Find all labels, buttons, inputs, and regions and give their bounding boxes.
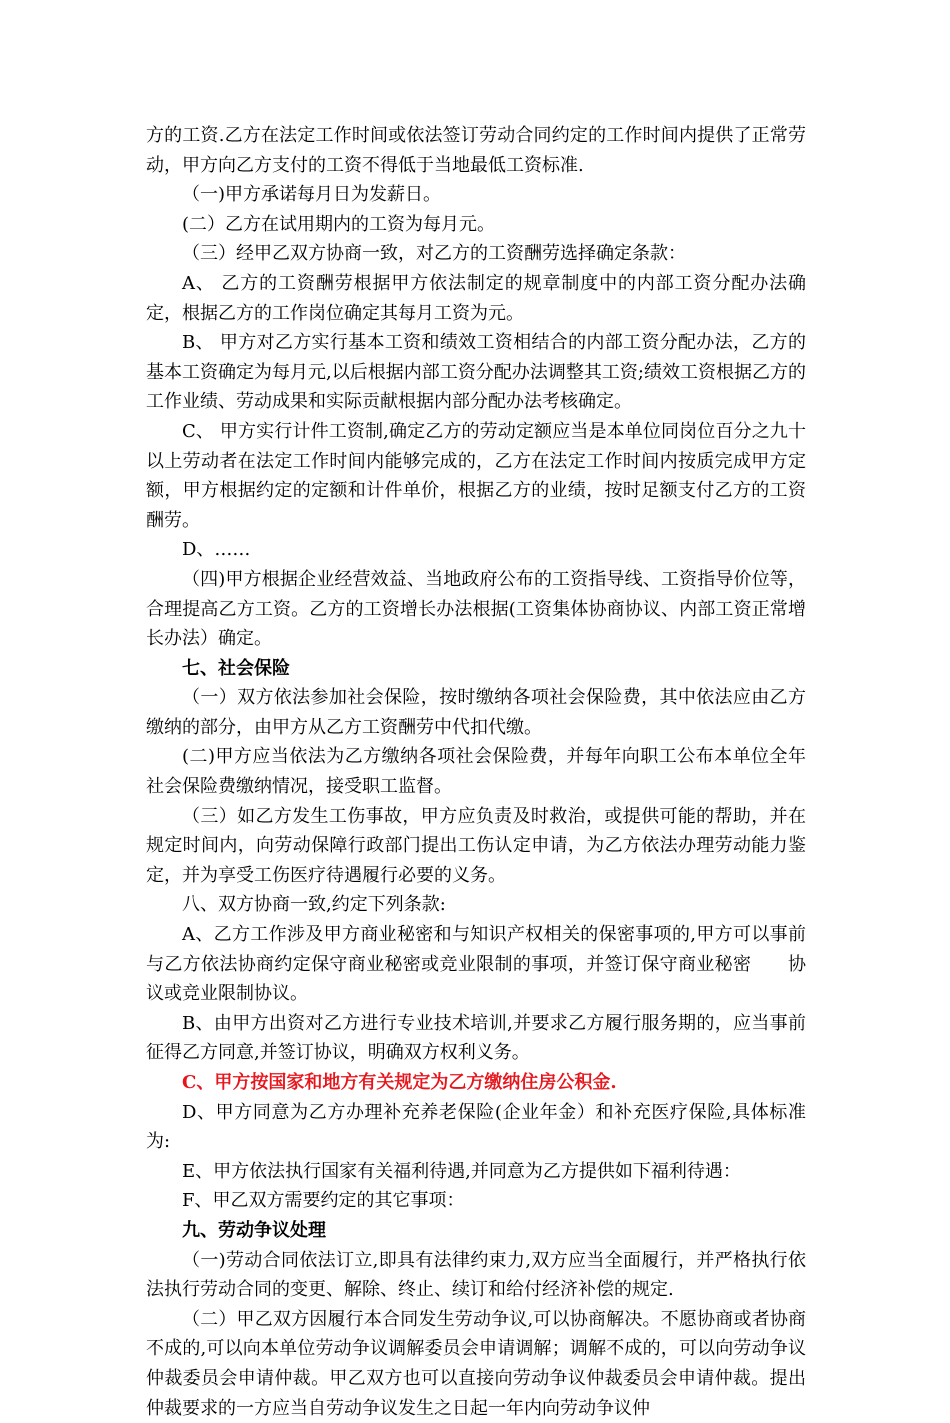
paragraph-option-c: C、 甲方实行计件工资制,确定乙方的劳动定额应当是本单位同岗位百分之九十以上劳动者在法定工作时间内能够完成的，乙方在法定工作时间内按质完成甲方定额，甲方根据约定的定额和计件单价，根据乙方的业绩，按时足额支付乙方的工资酬劳。 (146, 420, 806, 531)
paragraph-wage-intro: 方的工资.乙方在法定工作时间或依法签订劳动合同约定的工作时间内提供了正常劳动，甲方向乙方支付的工资不得低于当地最低工资标准. (146, 125, 806, 176)
paragraph-option-a: A、 乙方的工资酬劳根据甲方依法制定的规章制度中的内部工资分配办法确定，根据乙方的工作岗位确定其每月工资为元。 (146, 272, 806, 324)
paragraph-insurance-2: (二)甲方应当依法为乙方缴纳各项社会保险费，并每年向职工公布本单位全年社会保险费缴纳情况，接受职工监督。 (146, 746, 806, 798)
document-body (146, 121, 806, 1423)
paragraph-insurance-3: （三）如乙方发生工伤事故，甲方应负责及时救治，或提供可能的帮助，并在规定时间内，向劳动保障行政部门提出工伤认定申请，为乙方依法办理劳动能力鉴定，并为享受工伤医疗待遇履行必要的义务。 (146, 805, 806, 886)
paragraph-probation-wage: (二）乙方在试用期内的工资为每月元。 (182, 213, 496, 235)
section-heading-agreed-terms: 八、双方协商一致,约定下列条款: (182, 894, 446, 916)
paragraph-term-b: B、由甲方出资对乙方进行专业技术培训,并要求乙方履行服务期的，应当事前征得乙方同意,并签订协议，明确双方权利义务。 (146, 1012, 806, 1064)
paragraph-wage-increase: （四)甲方根据企业经营效益、当地政府公布的工资指导线、工资指导价位等，合理提高乙方工资。乙方的工资增长办法根据(工资集体协商协议、内部工资正常增长办法）确定。 (146, 568, 806, 650)
paragraph-term-c-highlighted: C、甲方按国家和地方有关规定为乙方缴纳住房公积金. (182, 1072, 617, 1093)
section-heading-dispute: 九、劳动争议处理 (182, 1219, 326, 1241)
paragraph-payday: （一)甲方承诺每月日为发薪日。 (182, 184, 442, 206)
section-heading-social-insurance: 七、社会保险 (182, 657, 290, 679)
paragraph-option-b: B、 甲方对乙方实行基本工资和绩效工资相结合的内部工资分配办法，乙方的基本工资确定为每月元,以后根据内部工资分配办法调整其工资;绩效工资根据乙方的工作业绩、劳动成果和实际贡献根据内部分配办法考核确定。 (146, 332, 806, 413)
paragraph-dispute-1: （一)劳动合同依法订立,即具有法律约束力,双方应当全面履行，并严格执行依法执行劳动合同的变更、解除、终止、续订和给付经济补偿的规定. (146, 1249, 806, 1301)
paragraph-term-f: F、甲乙双方需要约定的其它事项： (182, 1190, 465, 1212)
paragraph-term-e: E、甲方依法执行国家有关福利待遇,并同意为乙方提供如下福利待遇： (182, 1160, 741, 1182)
paragraph-term-a: A、乙方工作涉及甲方商业秘密和与知识产权相关的保密事项的,甲方可以事前与乙方依法协商约定保守商业秘密或竞业限制的事项，并签订保守商业秘密 协议或竞业限制协议。 (146, 924, 806, 1005)
paragraph-insurance-1: （一）双方依法参加社会保险，按时缴纳各项社会保险费，其中依法应由乙方缴纳的部分，由甲方从乙方工资酬劳中代扣代缴。 (146, 687, 806, 738)
paragraph-option-d: D、…… (182, 539, 251, 561)
paragraph-wage-options: （三）经甲乙双方协商一致，对乙方的工资酬劳选择确定条款： (182, 243, 686, 265)
paragraph-term-d: D、甲方同意为乙方办理补充养老保险(企业年金）和补充医疗保险,具体标准为: (146, 1101, 806, 1153)
paragraph-dispute-2: （二）甲乙双方因履行本合同发生劳动争议,可以协商解决。不愿协商或者协商不成的,可以向本单位劳动争议调解委员会申请调解；调解不成的，可以向劳动争议仲裁委员会申请仲裁。甲乙双方也可以直接向劳动争议仲裁委员会申请仲裁。提出仲裁要求的一方应当自劳动争议发生之日起一年内向劳动争议仲 (146, 1308, 806, 1419)
